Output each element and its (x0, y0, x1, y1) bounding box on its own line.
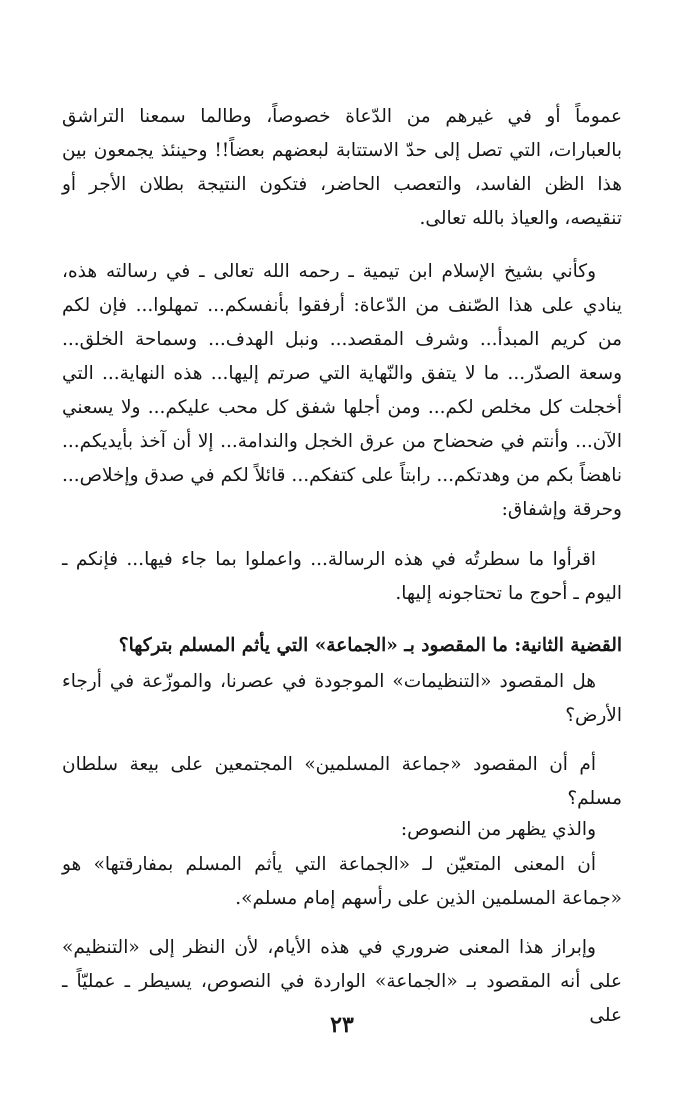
paragraph-4: هل المقصود «التنظيمات» الموجودة في عصرنا، والموزّعة في أرجاء الأرض؟ (62, 671, 622, 726)
paragraph-8: وإبراز هذا المعنى ضروري في هذه الأيام، لأن النظر إلى «التنظيم» على أنه المقصود بـ «الجماعة» الواردة في النصوص، يسيطر ـ عمليّاً ـ على (62, 937, 622, 1026)
paragraph-ibn-taymiyyah (62, 255, 622, 527)
page-number: ٢٣ (330, 1012, 354, 1038)
paragraph-6: والذي يظهر من النصوص: (400, 819, 596, 840)
paragraph-2: وكأني بشيخ الإسلام ابن تيمية ـ رحمه الله تعالى ـ في رسالته هذه، ينادي على هذا الصّنف من الدّعاة: أرفقوا بأنفسكم... تمهلوا... فإن لكم من كريم المبدأ... وشرف المقصد... ونبل الهدف... وسماحة الخلق... وسعة الصدّر... ما لا يتفق والنّهاية التي صرتم إليها... هذه النهاية... التي أخجلت كل مخلص لكم... ومن أجلها شفق كل محب عليكم... ولا يسعني الآن... وأنتم في ضحضاح من عرق الخجل والندامة... إلا أن آخذ بأيديكم... ناهضاً بكم من وهدتكم... رابتاً على كتفكم... قائلاً لكم في صدق وإخلاص... وحرقة وإشفاق: (62, 261, 622, 520)
section-heading: القضية الثانية: ما المقصود بـ «الجماعة» التي يأثم المسلم بتركها؟ (118, 635, 622, 656)
paragraph-7: أن المعنى المتعيّن لـ «الجماعة التي يأثم المسلم بمفارقتها» هو «جماعة المسلمين الذين على رأسهم إمام مسلم». (62, 854, 622, 909)
paragraph-continuation (62, 100, 622, 236)
question-2 (62, 748, 622, 816)
answer-definition (62, 848, 622, 916)
paragraph-3: اقرأوا ما سطرتُه في هذه الرسالة... واعملوا بما جاء فيها... فإنكم ـ اليوم ـ أحوج ما تحتاجونه إليها. (62, 549, 622, 604)
paragraph-read-the-treatise (62, 543, 622, 611)
paragraph-1: عموماً أو في غيرهم من الدّعاة خصوصاً، وطالما سمعنا التراشق بالعبارات، التي تصل إلى حدّ الاستتابة لبعضهم بعضاً!! وحينئذ يجمعون بين هذا الظن الفاسد، والتعصب الحاضر، فتكون النتيجة بطلان الأجر أو تنقيصه، والعياذ بالله تعالى. (62, 106, 622, 229)
paragraph-5: أم أن المقصود «جماعة المسلمين» المجتمعين على بيعة سلطان مسلم؟ (62, 754, 622, 809)
answer-intro (62, 813, 622, 847)
question-1 (62, 665, 622, 733)
